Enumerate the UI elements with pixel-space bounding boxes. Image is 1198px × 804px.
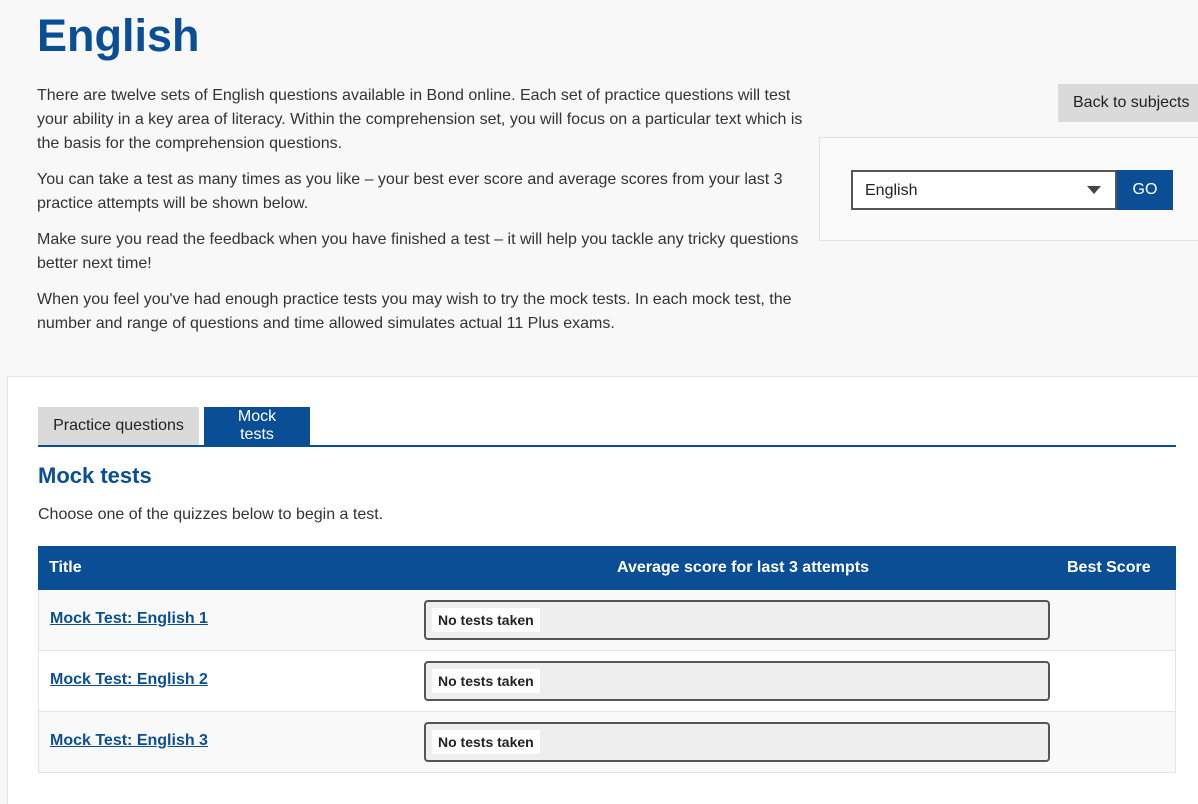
- mock-test-link[interactable]: Mock Test: English 2: [50, 671, 208, 688]
- table-row: [38, 651, 1176, 712]
- intro-paragraph: You can take a test as many times as you like – your best ever score and average scores from your last 3 practice attempts will be shown below.: [37, 171, 783, 212]
- section-title: Mock tests: [38, 463, 152, 488]
- average-score-bar: [424, 600, 1050, 640]
- mock-tests-table: [38, 546, 1176, 773]
- table-header: [38, 546, 1176, 590]
- mock-test-link[interactable]: Mock Test: English 1: [50, 610, 208, 627]
- intro-paragraph: When you feel you've had enough practice tests you may wish to try the mock tests. In each mock test, the number and range of questions and time allowed simulates actual 11 Plus exams.: [37, 291, 792, 332]
- column-header-best: Best Score: [1067, 559, 1151, 576]
- back-to-subjects-button[interactable]: Back to subjects: [1058, 84, 1198, 122]
- subject-picker: [819, 137, 1198, 241]
- intro-text: [37, 84, 807, 348]
- intro-paragraph: Make sure you read the feedback when you have finished a test – it will help you tackle any tricky questions better next time!: [37, 231, 799, 272]
- go-button[interactable]: GO: [1117, 170, 1173, 210]
- content-panel: [7, 376, 1198, 804]
- average-score-label: No tests taken: [432, 730, 540, 754]
- page-title: English: [37, 10, 200, 61]
- average-score-label: No tests taken: [432, 669, 540, 693]
- average-score-label: No tests taken: [432, 608, 540, 632]
- table-row: [38, 712, 1176, 773]
- average-score-bar: [424, 722, 1050, 762]
- intro-paragraph: There are twelve sets of English questions available in Bond online. Each set of practice questions will test your ability in a key area of literacy. Within the comprehension set, you will focus on a particular text which is the basis for the comprehension questions.: [37, 87, 803, 152]
- average-score-bar: [424, 661, 1050, 701]
- mock-test-link[interactable]: Mock Test: English 3: [50, 732, 208, 749]
- table-row: [38, 590, 1176, 651]
- column-header-average: Average score for last 3 attempts: [617, 559, 869, 576]
- tab-bar: [38, 407, 1176, 447]
- tab-mock-tests[interactable]: Mock tests: [204, 407, 310, 445]
- chevron-down-icon: [1087, 186, 1101, 194]
- tab-practice-questions[interactable]: Practice questions: [38, 407, 199, 445]
- subject-select-value: English: [865, 182, 918, 199]
- column-header-title: Title: [49, 559, 82, 576]
- section-description: Choose one of the quizzes below to begin a test.: [38, 506, 384, 523]
- subject-select[interactable]: [851, 170, 1117, 210]
